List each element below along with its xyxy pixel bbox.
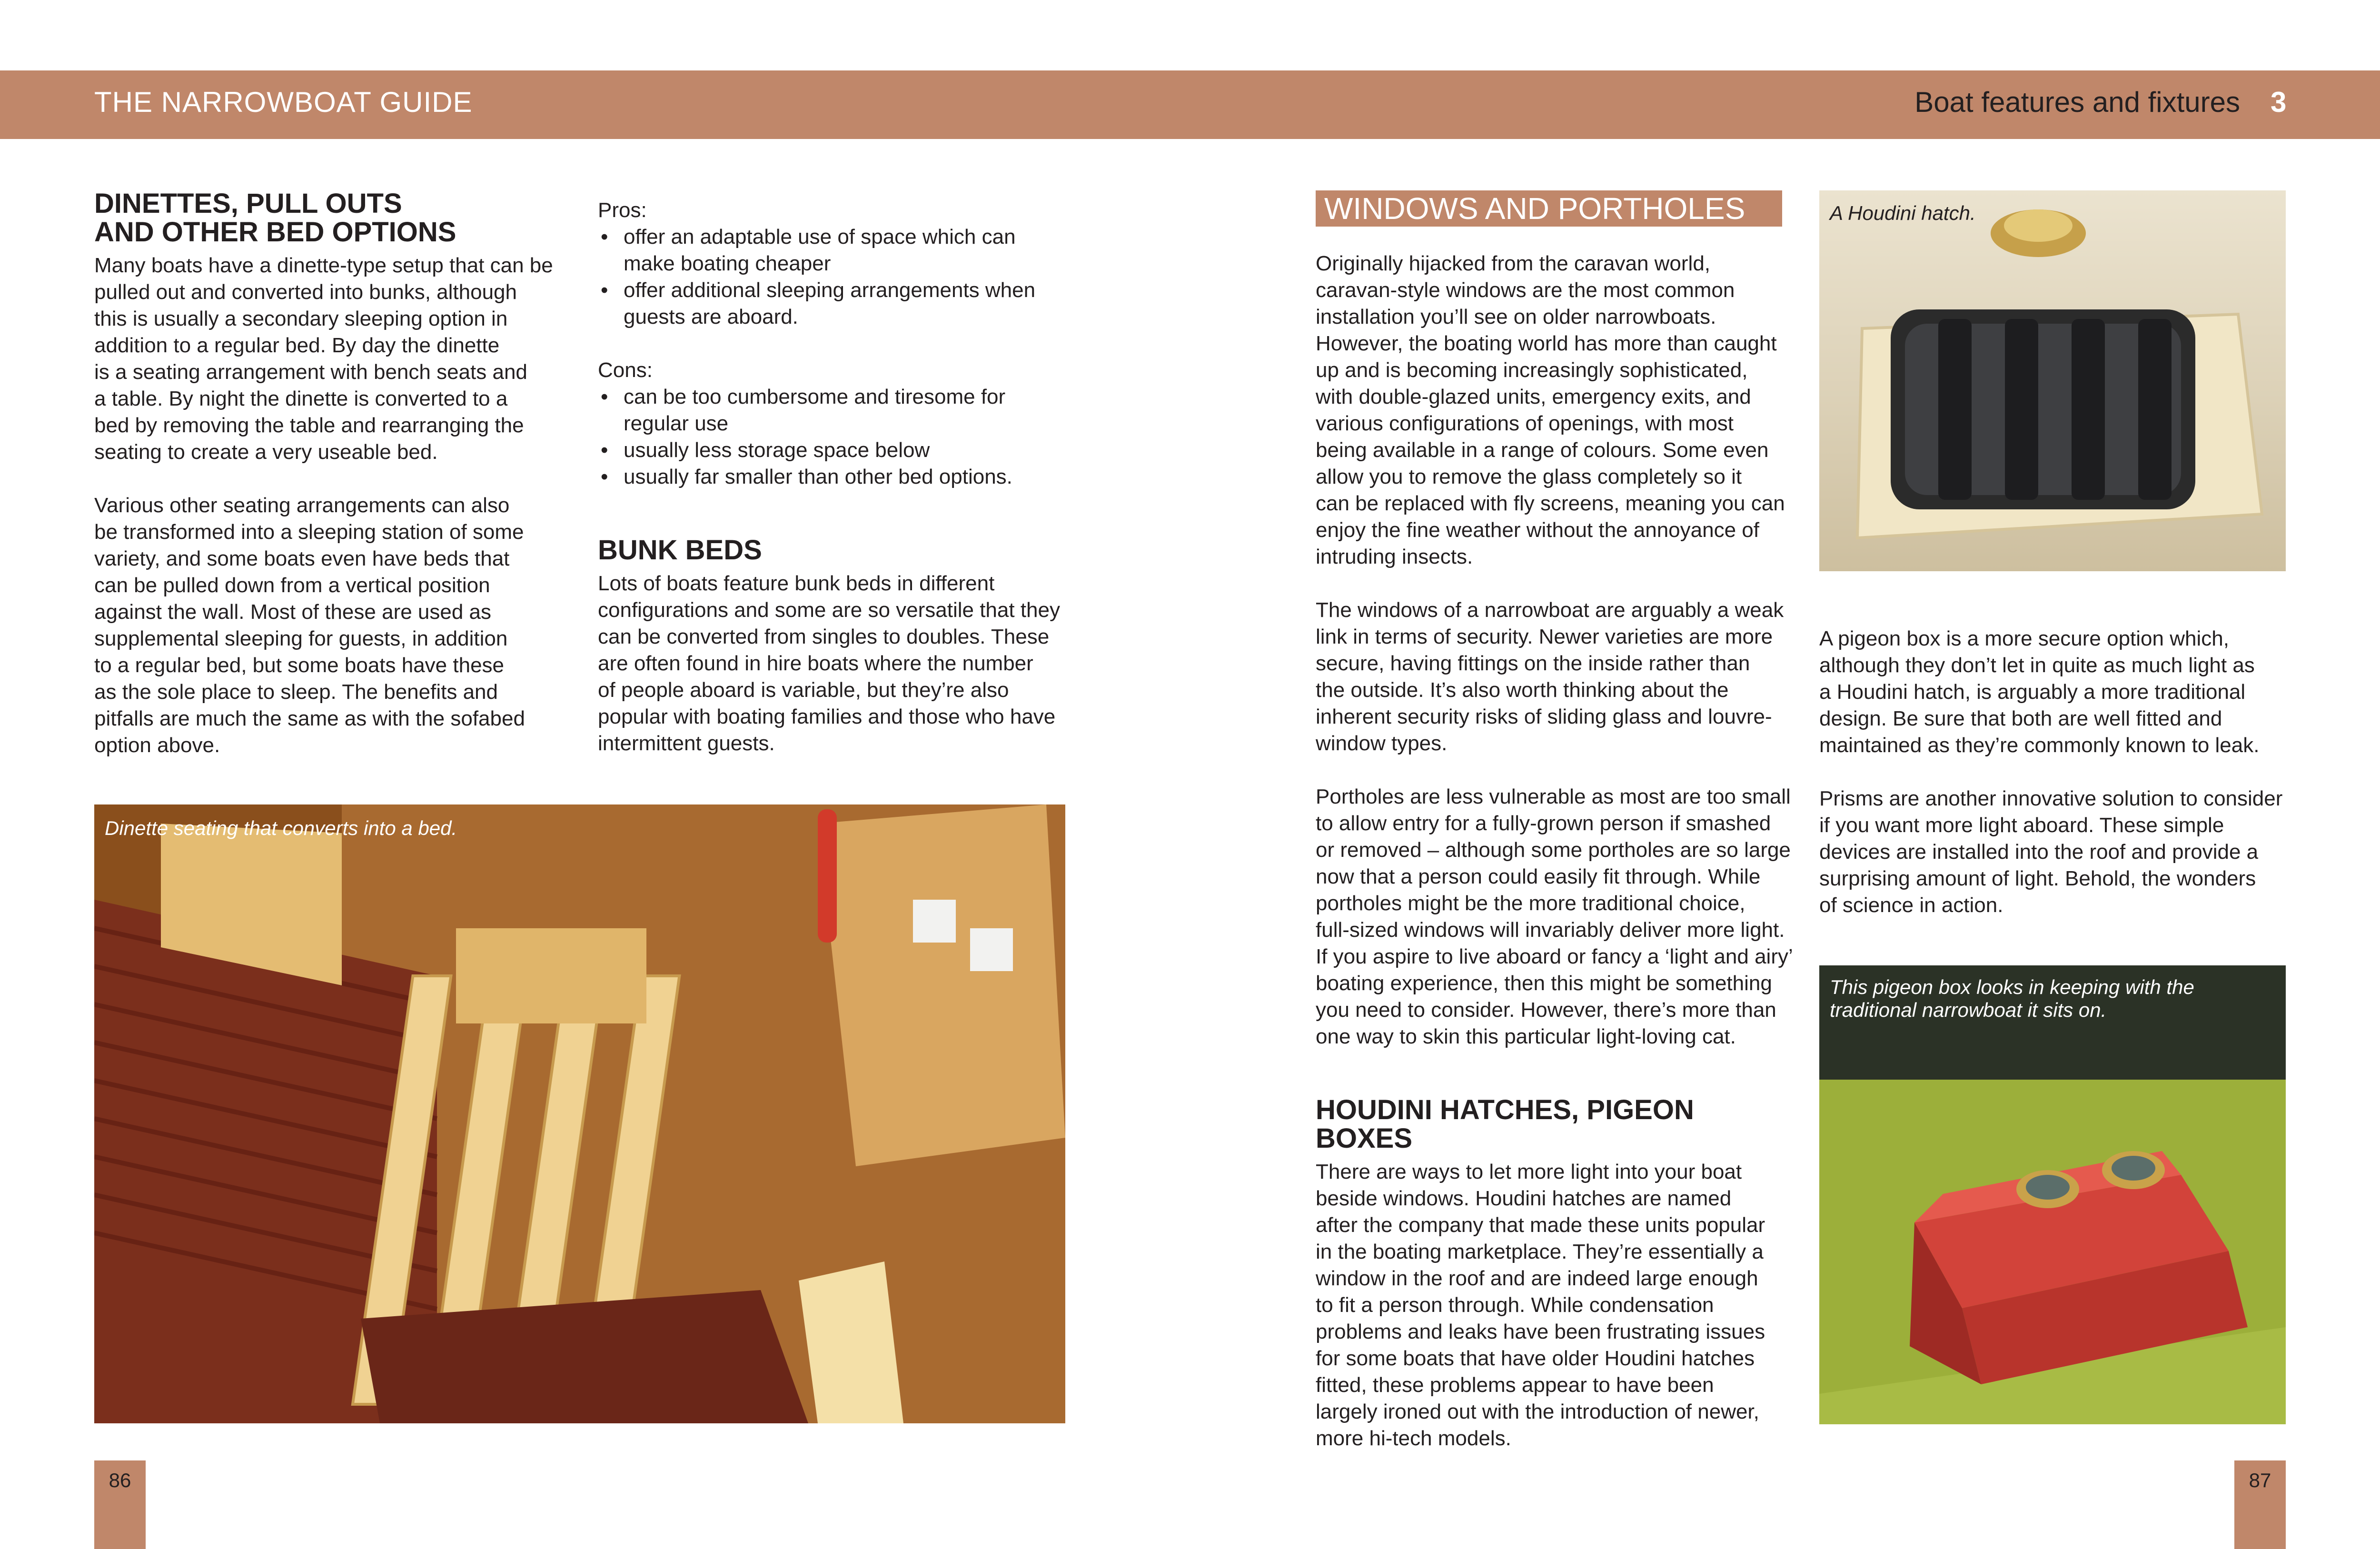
pigeon-caption: This pigeon box looks in keeping with the traditional narrowboat it sits on. — [1830, 976, 2194, 1021]
text-line: intruding insects. — [1316, 545, 1473, 568]
bullet-line: guests are aboard. — [624, 305, 798, 328]
windows-paragraph-2 — [1316, 597, 1796, 757]
text-line: inherent security risks of sliding glass and louvre- — [1316, 705, 1772, 728]
text-line: seating to create a very useable bed. — [94, 440, 438, 464]
text-line: up and is becoming increasingly sophisticated, — [1316, 358, 1748, 382]
dinettes-heading: DINETTES, PULL OUTS AND OTHER BED OPTIONS — [94, 188, 456, 248]
text-line: of people aboard is variable, but they’re also — [598, 678, 1009, 702]
text-line: caravan-style windows are the most common — [1316, 278, 1735, 302]
bullet-line: regular use — [624, 412, 729, 435]
text-line: more hi-tech models. — [1316, 1427, 1511, 1450]
text-line: is a seating arrangement with bench seats and — [94, 360, 527, 384]
bullet-line: • usually less storage space below — [624, 438, 930, 462]
text-line: a Houdini hatch, is arguably a more traditional — [1819, 680, 2246, 704]
text-line: installation you’ll see on older narrowboats. — [1316, 305, 1716, 328]
text-line: various configurations of openings, with most — [1316, 412, 1734, 435]
bullet-item — [598, 277, 1083, 330]
pigeon-box-photo — [1819, 965, 2286, 1424]
windows-section — [1316, 250, 1796, 1452]
text-line: boating experience, then this might be something — [1316, 972, 1772, 995]
text-line: one way to skin this particular light-loving cat. — [1316, 1025, 1736, 1048]
text-line: largely ironed out with the introduction of newer, — [1316, 1400, 1759, 1423]
book-title: THE NARROWBOAT GUIDE — [94, 86, 473, 118]
dinette-photo — [94, 804, 1065, 1423]
text-line: are often found in hire boats where the number — [598, 652, 1033, 675]
text-line: if you want more light aboard. These simple — [1819, 814, 2224, 837]
chapter-title: Boat features and fixtures — [1914, 86, 2240, 118]
text-line: Various other seating arrangements can also — [94, 494, 510, 517]
bullet-item — [598, 464, 1083, 490]
pigeon-paragraph-2 — [1819, 785, 2291, 919]
bunk-beds-paragraph — [598, 570, 1083, 757]
page-number-right: 87 — [2234, 1460, 2286, 1549]
dinette-illustration — [94, 804, 1065, 1423]
text-line: window in the roof and are indeed large enough — [1316, 1267, 1758, 1290]
text-line: be transformed into a sleeping station of some — [94, 520, 524, 544]
text-line: surprising amount of light. Behold, the wonders — [1819, 867, 2256, 890]
text-line: addition to a regular bed. By day the dinette — [94, 334, 500, 357]
text-line: enjoy the fine weather without the annoyance of — [1316, 518, 1759, 542]
text-line: beside windows. Houdini hatches are named — [1316, 1187, 1732, 1210]
text-line: variety, and some boats even have beds that — [94, 547, 510, 570]
text-line: Prisms are another innovative solution to consider — [1819, 787, 2283, 810]
text-line: now that a person could easily fit through. While — [1316, 865, 1761, 888]
houdini-hatch-photo — [1819, 190, 2286, 571]
text-line: with double-glazed units, emergency exits, and — [1316, 385, 1751, 408]
text-line: full-sized windows will invariably deliver more light. — [1316, 918, 1785, 942]
bullet-line: make boating cheaper — [624, 252, 831, 275]
text-line: devices are installed into the roof and provide a — [1819, 840, 2259, 864]
windows-heading: WINDOWS AND PORTHOLES — [1316, 190, 1782, 227]
houdini-illustration — [1819, 190, 2286, 571]
dinettes-paragraph-2 — [94, 492, 575, 759]
text-line: option above. — [94, 734, 220, 757]
text-line: the outside. It’s also worth thinking about the — [1316, 678, 1729, 702]
text-line: Originally hijacked from the caravan world, — [1316, 252, 1711, 275]
bullet-item — [598, 384, 1083, 437]
dinettes-section — [94, 189, 575, 759]
dinettes-paragraph-1 — [94, 252, 575, 466]
houdini-paragraph — [1316, 1159, 1796, 1452]
text-line: you need to consider. However, there’s more than — [1316, 998, 1776, 1022]
text-line: supplemental sleeping for guests, in addition — [94, 627, 508, 650]
text-line: to a regular bed, but some boats have these — [94, 654, 505, 677]
pigeon-paragraph-1 — [1819, 626, 2291, 759]
text-line: Portholes are less vulnerable as most are too small — [1316, 785, 1791, 808]
bullet-item — [598, 437, 1083, 464]
bullet-line: • offer an adaptable use of space which can — [624, 225, 1016, 248]
text-line: can be replaced with fly screens, meaning you can — [1316, 492, 1785, 515]
bullet-item — [598, 224, 1083, 277]
cons-label: Cons: — [598, 358, 653, 382]
bullet-line: • offer additional sleeping arrangements when — [624, 278, 1036, 302]
text-line: as the sole place to sleep. The benefits and — [94, 680, 498, 704]
text-line: for some boats that have older Houdini hatches — [1316, 1347, 1755, 1370]
bunk-beds-heading: BUNK BEDS — [598, 535, 762, 566]
text-line: can be pulled down from a vertical position — [94, 574, 490, 597]
pigeon-section — [1819, 626, 2291, 919]
pros-cons-section — [598, 197, 1083, 757]
text-line: to allow entry for a fully-grown person if smashed — [1316, 812, 1771, 835]
text-line: intermittent guests. — [598, 732, 775, 755]
chapter-number: 3 — [2271, 86, 2287, 118]
text-line: portholes might be the more traditional choice, — [1316, 892, 1745, 915]
text-line: link in terms of security. Newer varieties are more — [1316, 625, 1773, 648]
text-line: configurations and some are so versatile that they — [598, 598, 1060, 622]
houdini-caption: A Houdini hatch. — [1830, 202, 1976, 224]
text-line: There are ways to let more light into your boat — [1316, 1160, 1742, 1183]
text-line: However, the boating world has more than caught — [1316, 332, 1777, 355]
text-line: problems and leaks have been frustrating issues — [1316, 1320, 1765, 1343]
text-line: although they don’t let in quite as much light as — [1819, 654, 2255, 677]
page-number-left: 86 — [94, 1460, 146, 1549]
text-line: bed by removing the table and rearranging the — [94, 414, 524, 437]
text-line: being available in a range of colours. Some even — [1316, 438, 1769, 462]
text-line: can be converted from singles to doubles. These — [598, 625, 1050, 648]
bullet-line: • usually far smaller than other bed options. — [624, 465, 1012, 488]
text-line: after the company that made these units popular — [1316, 1213, 1765, 1237]
text-line: pitfalls are much the same as with the sofabed — [94, 707, 525, 730]
text-line: against the wall. Most of these are used as — [94, 600, 492, 624]
text-line: to fit a person through. While condensation — [1316, 1293, 1714, 1317]
cons-list — [598, 384, 1083, 490]
text-line: Lots of boats feature bunk beds in different — [598, 572, 995, 595]
text-line: popular with boating families and those who have — [598, 705, 1056, 728]
text-line: allow you to remove the glass completely so it — [1316, 465, 1742, 488]
text-line: in the boating marketplace. They’re essentially a — [1316, 1240, 1764, 1263]
text-line: pulled out and converted into bunks, although — [94, 280, 517, 304]
houdini-heading: HOUDINI HATCHES, PIGEON BOXES — [1316, 1094, 1694, 1154]
text-line: The windows of a narrowboat are arguably a weak — [1316, 598, 1784, 622]
pigeon-box-illustration — [1819, 965, 2286, 1424]
text-line: maintained as they’re commonly known to leak. — [1819, 734, 2260, 757]
text-line: of science in action. — [1819, 894, 2003, 917]
text-line: or removed – although some portholes are so large — [1316, 838, 1791, 862]
bullet-line: • can be too cumbersome and tiresome for — [624, 385, 1006, 408]
text-line: A pigeon box is a more secure option which, — [1819, 627, 2229, 650]
text-line: Many boats have a dinette-type setup that can be — [94, 254, 553, 277]
text-line: fitted, these problems appear to have been — [1316, 1373, 1714, 1397]
dinette-caption: Dinette seating that converts into a bed. — [105, 817, 457, 839]
pros-list — [598, 224, 1083, 330]
windows-paragraph-1 — [1316, 250, 1796, 570]
text-line: If you aspire to live aboard or fancy a ‘light and airy’ — [1316, 945, 1793, 968]
text-line: window types. — [1316, 732, 1448, 755]
pros-label: Pros: — [598, 199, 647, 222]
text-line: a table. By night the dinette is converted to a — [94, 387, 508, 410]
text-line: this is usually a secondary sleeping option in — [94, 307, 508, 330]
windows-paragraph-3 — [1316, 784, 1796, 1050]
text-line: design. Be sure that both are well fitted and — [1819, 707, 2222, 730]
text-line: secure, having fittings on the inside rather than — [1316, 652, 1750, 675]
